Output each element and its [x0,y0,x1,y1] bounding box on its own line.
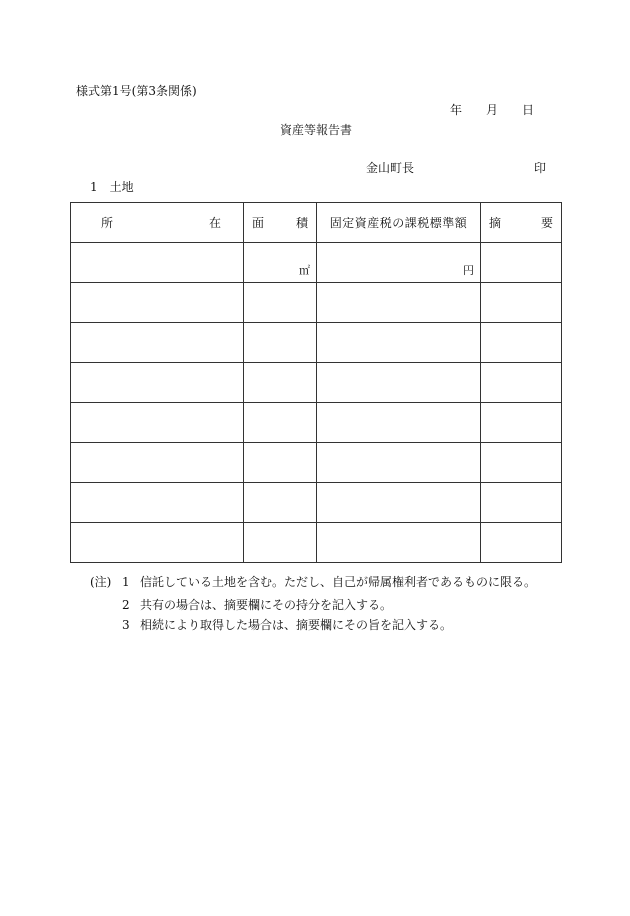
value-unit: 円 [463,263,474,277]
table-row [71,283,562,323]
header-location: 所 在 [71,203,244,243]
cell-location[interactable] [71,523,244,563]
cell-remarks[interactable] [481,323,562,363]
notes-label: (注) [90,575,112,589]
cell-remarks[interactable] [481,363,562,403]
note-text: 共有の場合は、摘要欄にその持分を記入する。 [140,598,393,612]
cell-remarks[interactable] [481,523,562,563]
cell-remarks[interactable] [481,283,562,323]
cell-tax-value[interactable] [317,483,481,523]
note-3 [90,618,452,632]
land-table [70,202,562,563]
table-row [71,483,562,523]
form-number: 様式第1号(第3条関係) [76,84,197,98]
cell-tax-value[interactable] [317,523,481,563]
cell-remarks[interactable] [481,443,562,483]
cell-remarks[interactable] [481,243,562,283]
cell-location[interactable] [71,483,244,523]
date-month-label: 月 [486,103,499,117]
table-row [71,243,562,283]
table-row [71,403,562,443]
header-remarks: 摘 要 [481,203,562,243]
note-number: 2 [122,598,130,612]
table-row [71,443,562,483]
cell-location[interactable] [71,363,244,403]
area-unit: ㎡ [299,263,310,277]
note-text: 信託している土地を含む。ただし、自己が帰属権利者であるものに限る。 [140,575,537,589]
cell-remarks[interactable] [481,403,562,443]
cell-area[interactable] [244,323,317,363]
table-row [71,323,562,363]
cell-area[interactable] [244,403,317,443]
date-year-label: 年 [450,103,463,117]
table-header-row [71,203,562,243]
seal-mark: 印 [534,161,547,175]
cell-tax-value[interactable] [317,403,481,443]
cell-tax-value[interactable] [317,443,481,483]
cell-location[interactable] [71,243,244,283]
cell-tax-value[interactable] [317,243,481,283]
header-area: 面 積 [244,203,317,243]
note-number: 1 [122,575,130,589]
cell-location[interactable] [71,283,244,323]
cell-area[interactable] [244,483,317,523]
document-title: 資産等報告書 [280,123,353,137]
table-row [71,363,562,403]
section-heading: 1 土地 [90,180,134,194]
table-row [71,523,562,563]
cell-area[interactable] [244,243,317,283]
cell-area[interactable] [244,523,317,563]
header-tax-value: 固定資産税の課税標準額 [317,203,481,243]
cell-area[interactable] [244,443,317,483]
cell-tax-value[interactable] [317,323,481,363]
note-1 [90,575,536,589]
note-number: 3 [122,618,130,632]
note-text: 相続により取得した場合は、摘要欄にその旨を記入する。 [140,618,453,632]
date-day-label: 日 [522,103,535,117]
cell-tax-value[interactable] [317,283,481,323]
note-2 [90,598,392,612]
cell-tax-value[interactable] [317,363,481,403]
mayor-addressee: 金山町長 [366,161,415,175]
cell-remarks[interactable] [481,483,562,523]
cell-location[interactable] [71,323,244,363]
cell-area[interactable] [244,283,317,323]
cell-area[interactable] [244,363,317,403]
cell-location[interactable] [71,403,244,443]
cell-location[interactable] [71,443,244,483]
